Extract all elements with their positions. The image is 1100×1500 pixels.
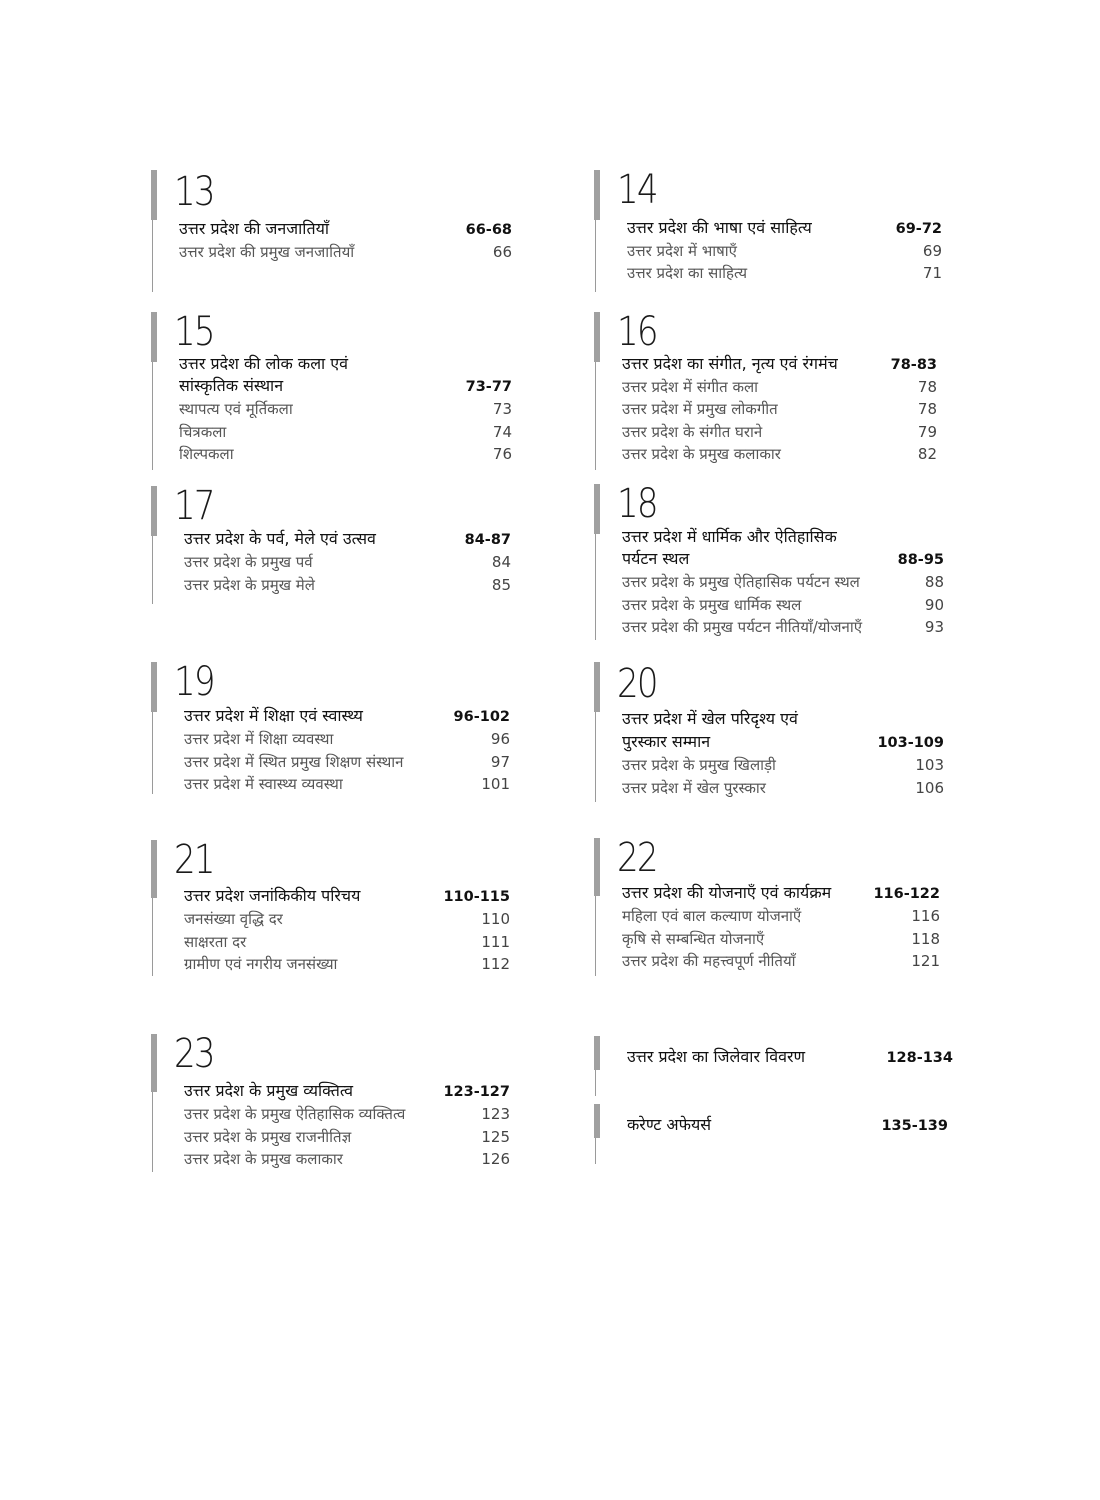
- current-affairs-row[interactable]: [627, 1114, 948, 1137]
- district-section: [595, 1036, 955, 1096]
- chapter-pages: 84-87: [464, 532, 511, 548]
- toc-item[interactable]: [627, 240, 942, 262]
- section-divider-accent: [594, 1036, 600, 1070]
- toc-item[interactable]: [184, 773, 510, 795]
- toc-item-label: उत्तर प्रदेश के प्रमुख कलाकार: [622, 445, 781, 463]
- chapter-14: [595, 167, 952, 292]
- toc-item-page: 97: [490, 753, 510, 771]
- chapter-title-row[interactable]: [627, 217, 942, 240]
- chapter-23: [152, 1031, 522, 1172]
- chapter-divider-accent: [151, 1034, 157, 1092]
- district-pages: 128-134: [886, 1050, 953, 1066]
- toc-item-page: 90: [924, 596, 944, 614]
- toc-item-page: 112: [481, 955, 510, 973]
- chapter-title-line-1: उत्तर प्रदेश में खेल परिदृश्य एवं: [622, 709, 798, 728]
- chapter-number: 14: [617, 167, 657, 213]
- toc-item[interactable]: [184, 1148, 510, 1170]
- toc-item[interactable]: [184, 953, 510, 975]
- chapter-21: [152, 837, 522, 976]
- chapter-number: 22: [617, 835, 657, 881]
- toc-item[interactable]: [184, 728, 510, 750]
- chapter-pages: 73-77: [465, 379, 512, 395]
- chapter-divider-accent: [151, 662, 157, 712]
- toc-item-label: शिल्पकला: [179, 445, 234, 463]
- chapter-title-row[interactable]: [622, 353, 937, 376]
- toc-item-page: 69: [922, 242, 942, 260]
- toc-item-label: जनसंख्या वृद्धि दर: [184, 910, 283, 928]
- chapter-number: 18: [617, 481, 657, 527]
- chapter-number: 13: [174, 169, 214, 215]
- toc-item-label: उत्तर प्रदेश के प्रमुख पर्व: [184, 553, 313, 571]
- toc-item-page: 103: [915, 756, 944, 774]
- chapter-15: [152, 309, 522, 470]
- toc-item-label: चित्रकला: [179, 423, 227, 441]
- chapter-pages: 69-72: [895, 221, 942, 237]
- toc-item-label: उत्तर प्रदेश के प्रमुख कलाकार: [184, 1150, 343, 1168]
- toc-item-page: 82: [917, 445, 937, 463]
- toc-item-page: 84: [491, 553, 511, 571]
- chapter-number: 21: [174, 837, 214, 883]
- chapter-divider-accent: [151, 170, 157, 220]
- chapter-pages: 66-68: [465, 222, 512, 238]
- toc-item-label: महिला एवं बाल कल्याण योजनाएँ: [622, 907, 802, 925]
- toc-item-page: 78: [917, 400, 937, 418]
- current-affairs-section: [595, 1104, 955, 1164]
- toc-item-label: उत्तर प्रदेश के प्रमुख ऐतिहासिक व्यक्तित्व: [184, 1105, 406, 1123]
- chapter-title: उत्तर प्रदेश में शिक्षा एवं स्वास्थ्य: [184, 706, 363, 725]
- toc-item[interactable]: [622, 398, 937, 420]
- toc-item[interactable]: [179, 241, 512, 263]
- toc-item-page: 106: [915, 779, 944, 797]
- section-divider-accent: [594, 1104, 600, 1138]
- chapter-title-row[interactable]: [622, 548, 944, 571]
- chapter-19: [152, 659, 522, 794]
- toc-item[interactable]: [622, 905, 940, 927]
- chapter-pages: 96-102: [453, 709, 510, 725]
- toc-item[interactable]: [622, 594, 944, 616]
- chapter-title-row[interactable]: [622, 882, 940, 905]
- toc-item-page: 96: [490, 730, 510, 748]
- toc-item[interactable]: [622, 443, 937, 465]
- current-affairs-title: करेण्ट अफेयर्स: [627, 1115, 712, 1134]
- chapter-22: [595, 835, 952, 976]
- toc-item-page: 88: [924, 573, 944, 591]
- toc-item-label: उत्तर प्रदेश में स्वास्थ्य व्यवस्था: [184, 775, 343, 793]
- chapter-title-row[interactable]: [179, 375, 512, 398]
- chapter-divider-accent: [594, 312, 600, 362]
- toc-item-label: उत्तर प्रदेश में संगीत कला: [622, 378, 759, 396]
- chapter-divider-accent: [594, 838, 600, 896]
- toc-item-page: 101: [481, 775, 510, 793]
- chapter-title-line-1: उत्तर प्रदेश की लोक कला एवं: [179, 354, 349, 373]
- toc-item-page: 74: [492, 423, 512, 441]
- toc-item[interactable]: [184, 908, 510, 930]
- toc-item[interactable]: [184, 1126, 510, 1148]
- toc-item-label: उत्तर प्रदेश की महत्त्वपूर्ण नीतियाँ: [622, 952, 796, 970]
- toc-item-label: ग्रामीण एवं नगरीय जनसंख्या: [184, 955, 338, 973]
- chapter-title-row[interactable]: [179, 218, 512, 241]
- toc-item-label: उत्तर प्रदेश में प्रमुख लोकगीत: [622, 400, 778, 418]
- toc-item-page: 93: [924, 618, 944, 636]
- toc-item-label: उत्तर प्रदेश के प्रमुख खिलाड़ी: [622, 756, 776, 774]
- toc-item[interactable]: [622, 616, 944, 638]
- toc-item-page: 76: [492, 445, 512, 463]
- toc-item-page: 85: [491, 576, 511, 594]
- chapter-title-row[interactable]: [184, 528, 511, 551]
- chapter-divider-accent: [151, 486, 157, 536]
- chapter-title: उत्तर प्रदेश की जनजातियाँ: [179, 219, 329, 238]
- chapter-title: उत्तर प्रदेश की योजनाएँ एवं कार्यक्रम: [622, 883, 832, 902]
- toc-item[interactable]: [184, 751, 510, 773]
- toc-item-page: 78: [917, 378, 937, 396]
- chapter-17: [152, 483, 522, 604]
- toc-item-label: कृषि से सम्बन्धित योजनाएँ: [622, 930, 765, 948]
- toc-item-page: 79: [917, 423, 937, 441]
- toc-item-page: 126: [481, 1150, 510, 1168]
- toc-item-label: उत्तर प्रदेश में भाषाएँ: [627, 242, 737, 260]
- chapter-number: 16: [617, 309, 657, 355]
- toc-item-label: उत्तर प्रदेश के संगीत घराने: [622, 423, 763, 441]
- chapter-title-row[interactable]: [184, 885, 510, 908]
- chapter-title: उत्तर प्रदेश के पर्व, मेले एवं उत्सव: [184, 529, 376, 548]
- chapter-title: उत्तर प्रदेश की भाषा एवं साहित्य: [627, 218, 812, 237]
- chapter-20: [595, 662, 952, 802]
- toc-item-label: उत्तर प्रदेश के प्रमुख राजनीतिज्ञ: [184, 1128, 352, 1146]
- toc-item[interactable]: [622, 571, 944, 593]
- toc-item[interactable]: [184, 574, 511, 596]
- toc-item-page: 73: [492, 400, 512, 418]
- chapter-pages: 103-109: [877, 735, 944, 751]
- toc-item-page: 110: [481, 910, 510, 928]
- toc-item[interactable]: [627, 262, 942, 284]
- toc-item-label: साक्षरता दर: [184, 933, 247, 951]
- toc-item[interactable]: [179, 443, 512, 465]
- chapter-pages: 110-115: [443, 889, 510, 905]
- chapter-number: 17: [174, 483, 214, 529]
- toc-item[interactable]: [622, 777, 944, 799]
- chapter-title-line-1: उत्तर प्रदेश में धार्मिक और ऐतिहासिक: [622, 527, 837, 546]
- chapter-title-line-2: सांस्कृतिक संस्थान: [179, 376, 284, 395]
- toc-item[interactable]: [179, 398, 512, 420]
- chapter-title-line-2: पर्यटन स्थल: [622, 549, 690, 568]
- chapter-divider-accent: [151, 840, 157, 898]
- toc-item-label: उत्तर प्रदेश की प्रमुख पर्यटन नीतियाँ/योजनाएँ: [622, 618, 863, 636]
- chapter-divider-accent: [594, 170, 600, 220]
- toc-item[interactable]: [622, 950, 940, 972]
- toc-item-label: उत्तर प्रदेश की प्रमुख जनजातियाँ: [179, 243, 355, 261]
- toc-item[interactable]: [179, 421, 512, 443]
- toc-item-label: उत्तर प्रदेश के प्रमुख धार्मिक स्थल: [622, 596, 802, 614]
- chapter-number: 23: [174, 1031, 214, 1077]
- chapter-divider-accent: [151, 312, 157, 362]
- toc-item-label: उत्तर प्रदेश के प्रमुख मेले: [184, 576, 315, 594]
- toc-item-page: 123: [481, 1105, 510, 1123]
- chapter-title: उत्तर प्रदेश जनांकिकीय परिचय: [184, 886, 361, 905]
- chapter-title: उत्तर प्रदेश का संगीत, नृत्य एवं रंगमंच: [622, 354, 838, 373]
- toc-item-page: 111: [481, 933, 510, 951]
- toc-item-label: उत्तर प्रदेश में खेल पुरस्कार: [622, 779, 766, 797]
- toc-item-label: उत्तर प्रदेश में स्थित प्रमुख शिक्षण संस्थान: [184, 753, 404, 771]
- toc-item-label: स्थापत्य एवं मूर्तिकला: [179, 400, 293, 418]
- chapter-pages: 88-95: [897, 552, 944, 568]
- toc-item[interactable]: [184, 1103, 510, 1125]
- toc-item[interactable]: [622, 754, 944, 776]
- district-title: उत्तर प्रदेश का जिलेवार विवरण: [627, 1047, 806, 1066]
- toc-item[interactable]: [184, 931, 510, 953]
- toc-item-page: 121: [911, 952, 940, 970]
- chapter-title-line-2: पुरस्कार सम्मान: [622, 732, 711, 751]
- chapter-divider-accent: [594, 484, 600, 534]
- chapter-number: 19: [174, 659, 214, 705]
- toc-item-page: 118: [911, 930, 940, 948]
- district-row[interactable]: [627, 1046, 953, 1069]
- toc-item[interactable]: [622, 928, 940, 950]
- toc-item-label: उत्तर प्रदेश का साहित्य: [627, 264, 748, 282]
- chapter-divider-accent: [594, 662, 600, 712]
- chapter-13: [152, 170, 522, 292]
- toc-item-label: उत्तर प्रदेश में शिक्षा व्यवस्था: [184, 730, 334, 748]
- toc-item[interactable]: [184, 551, 511, 573]
- chapter-title-row[interactable]: [184, 1080, 510, 1103]
- toc-item-page: 116: [911, 907, 940, 925]
- chapter-pages: 78-83: [890, 357, 937, 373]
- chapter-title-row[interactable]: [184, 705, 510, 728]
- chapter-pages: 123-127: [443, 1084, 510, 1100]
- chapter-title-row[interactable]: [622, 731, 944, 754]
- toc-item[interactable]: [622, 421, 937, 443]
- toc-item-label: उत्तर प्रदेश के प्रमुख ऐतिहासिक पर्यटन स्थल: [622, 573, 860, 591]
- chapter-title: उत्तर प्रदेश के प्रमुख व्यक्तित्व: [184, 1081, 353, 1100]
- chapter-16: [595, 309, 952, 470]
- chapter-18: [595, 481, 952, 640]
- toc-item-page: 66: [492, 243, 512, 261]
- toc-item-page: 125: [481, 1128, 510, 1146]
- chapter-number: 15: [174, 309, 214, 355]
- toc-item[interactable]: [622, 376, 937, 398]
- chapter-pages: 116-122: [873, 886, 940, 902]
- current-affairs-pages: 135-139: [881, 1118, 948, 1134]
- chapter-number: 20: [617, 661, 657, 707]
- toc-item-page: 71: [922, 264, 942, 282]
